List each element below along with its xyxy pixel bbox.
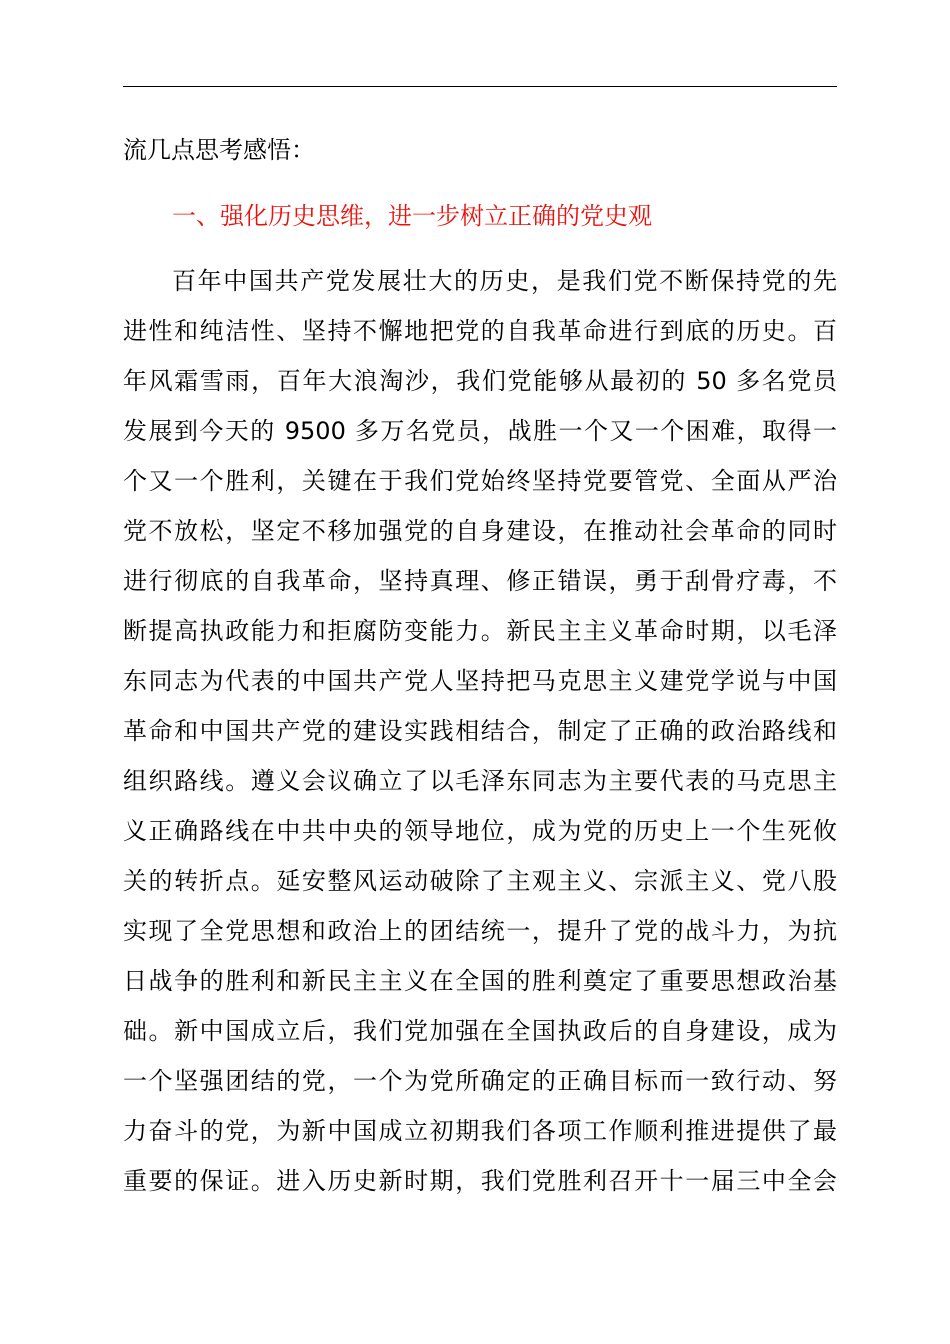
header-rule [123, 86, 837, 87]
intro-line: 流几点思考感悟： [123, 136, 315, 164]
paragraph-line: 个又一个胜利，关键在于我们党始终坚持党要管党、全面从严治 [123, 467, 837, 495]
paragraph-line: 一个坚强团结的党，一个为党所确定的正确目标而一致行动、努 [123, 1067, 837, 1095]
paragraph-line: 断提高执政能力和拒腐防变能力。新民主主义革命时期，以毛泽 [123, 617, 837, 645]
paragraph-line: 关的转折点。延安整风运动破除了主观主义、宗派主义、党八股 [123, 867, 837, 895]
paragraph-line: 组织路线。遵义会议确立了以毛泽东同志为主要代表的马克思主 [123, 767, 837, 795]
paragraph-line: 重要的保证。进入历史新时期，我们党胜利召开十一届三中全会 [123, 1167, 837, 1195]
paragraph-line: 年风霜雪雨，百年大浪淘沙，我们党能够从最初的 50 多名党员 [123, 367, 837, 395]
paragraph-line: 力奋斗的党，为新中国成立初期我们各项工作顺利推进提供了最 [123, 1117, 837, 1145]
paragraph-line: 实现了全党思想和政治上的团结统一，提升了党的战斗力，为抗 [123, 917, 837, 945]
paragraph-line: 东同志为代表的中国共产党人坚持把马克思主义建党学说与中国 [123, 667, 837, 695]
paragraph-line: 日战争的胜利和新民主主义在全国的胜利奠定了重要思想政治基 [123, 967, 837, 995]
paragraph-line: 进性和纯洁性、坚持不懈地把党的自我革命进行到底的历史。百 [123, 317, 837, 345]
paragraph-line: 进行彻底的自我革命，坚持真理、修正错误，勇于刮骨疗毒，不 [123, 567, 837, 595]
paragraph-line: 义正确路线在中共中央的领导地位，成为党的历史上一个生死攸 [123, 817, 837, 845]
paragraph-line: 革命和中国共产党的建设实践相结合，制定了正确的政治路线和 [123, 717, 837, 745]
paragraph-line: 百年中国共产党发展壮大的历史，是我们党不断保持党的先 [172, 267, 837, 295]
paragraph-line: 党不放松，坚定不移加强党的自身建设，在推动社会革命的同时 [123, 517, 837, 545]
section-heading: 一、强化历史思维，进一步树立正确的党史观 [172, 202, 652, 230]
paragraph-line: 发展到今天的 9500 多万名党员，战胜一个又一个困难，取得一 [123, 417, 837, 445]
paragraph-line: 础。新中国成立后，我们党加强在全国执政后的自身建设，成为 [123, 1017, 837, 1045]
